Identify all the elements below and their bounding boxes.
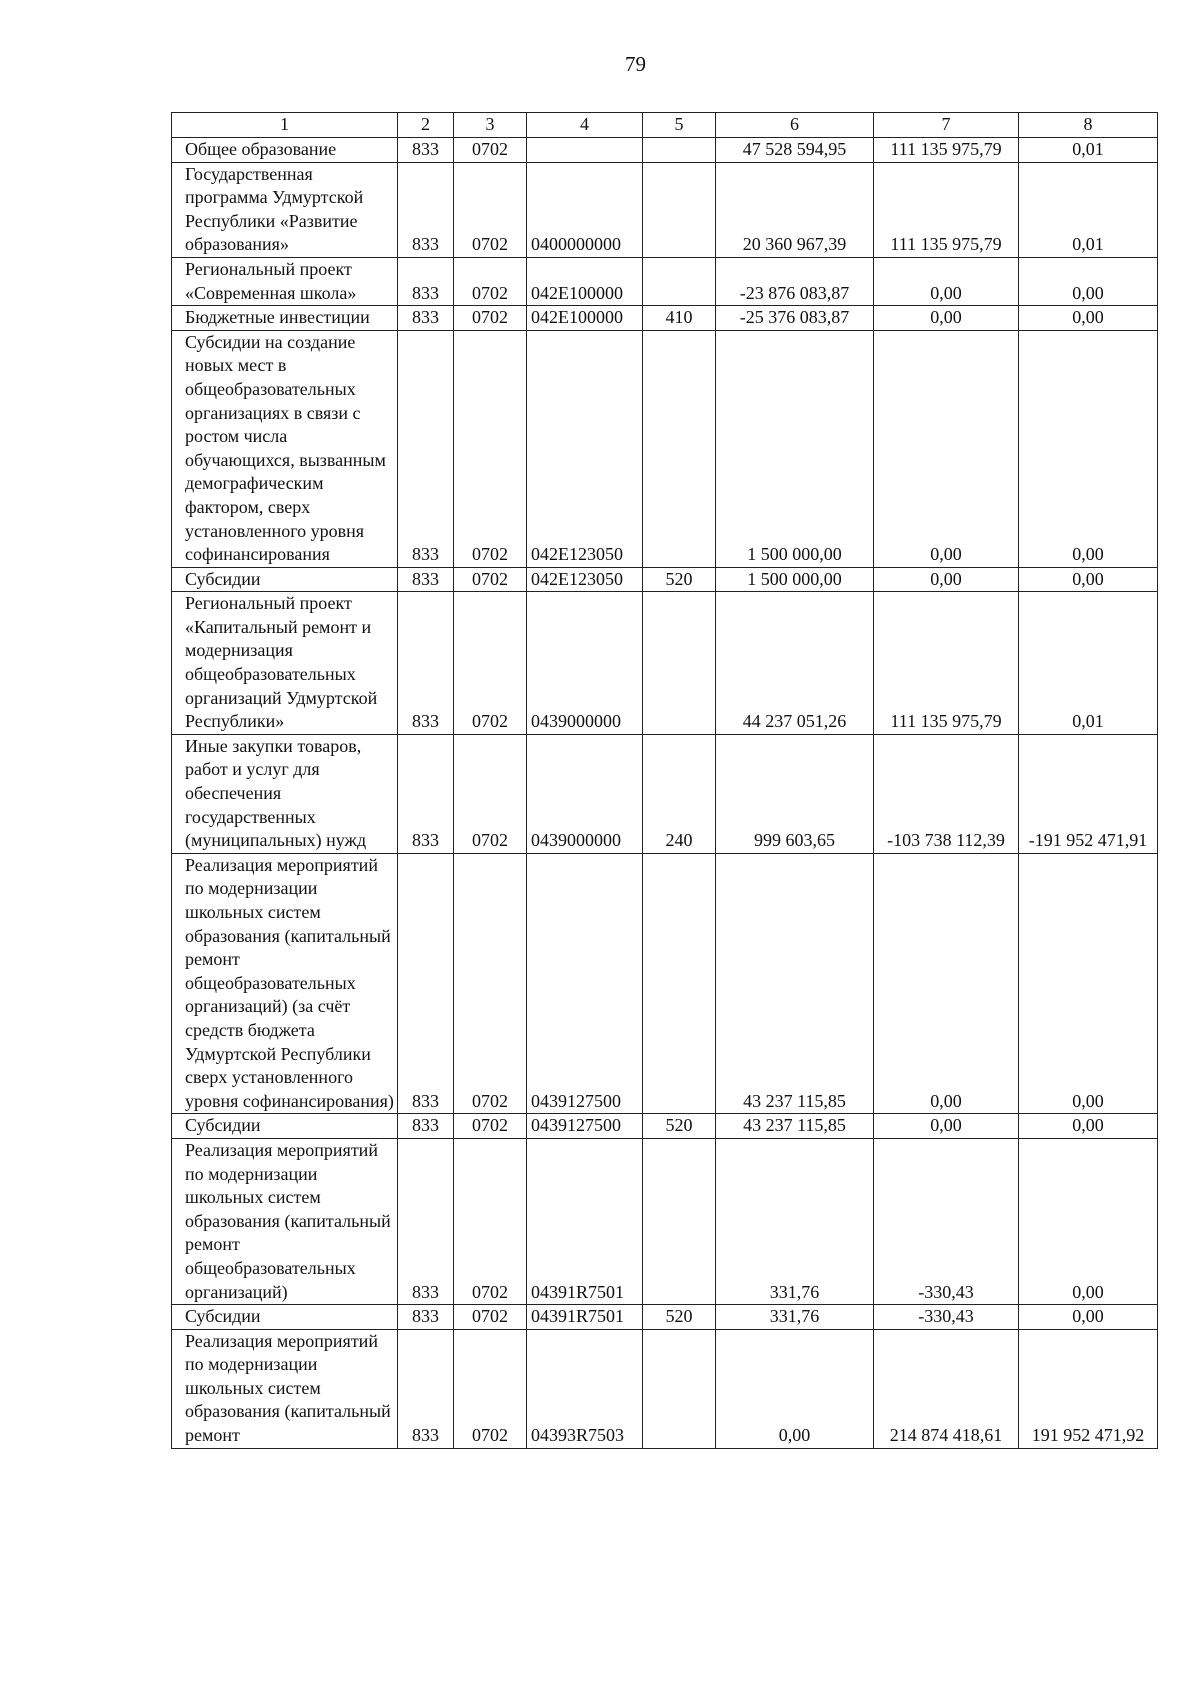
- row-amount-6: 43 237 115,85: [716, 853, 874, 1114]
- row-ministry-code: 833: [398, 1138, 454, 1304]
- row-expense-type: 520: [643, 1305, 716, 1330]
- row-amount-6: 1 500 000,00: [716, 330, 874, 567]
- row-expense-type: 410: [643, 306, 716, 331]
- row-expense-type: 520: [643, 567, 716, 592]
- row-ministry-code: 833: [398, 1329, 454, 1448]
- row-amount-6: 1 500 000,00: [716, 567, 874, 592]
- table-row: [172, 592, 1158, 735]
- row-amount-7: 0,00: [874, 1114, 1019, 1139]
- row-expense-type: [643, 162, 716, 257]
- row-ministry-code: 833: [398, 853, 454, 1114]
- row-expense-type: [643, 257, 716, 305]
- row-section-code: 0702: [454, 257, 527, 305]
- row-name: Государственная программа Удмуртской Республики «Развитие образования»: [172, 162, 398, 257]
- row-amount-8: 0,01: [1019, 592, 1158, 735]
- row-name: Субсидии: [172, 1305, 398, 1330]
- row-name: Реализация мероприятий по модернизации школьных систем образования (капитальный ремонт общеобразовательных организаций): [172, 1138, 398, 1304]
- row-amount-7: -103 738 112,39: [874, 734, 1019, 853]
- row-amount-7: 0,00: [874, 330, 1019, 567]
- row-section-code: 0702: [454, 1305, 527, 1330]
- row-section-code: 0702: [454, 734, 527, 853]
- table-row: [172, 162, 1158, 257]
- row-amount-6: 999 603,65: [716, 734, 874, 853]
- row-section-code: 0702: [454, 592, 527, 735]
- row-expense-type: [643, 138, 716, 163]
- header-col-2: 2: [398, 113, 454, 138]
- row-amount-7: -330,43: [874, 1305, 1019, 1330]
- row-target-code: 0400000000: [527, 162, 643, 257]
- row-amount-6: 44 237 051,26: [716, 592, 874, 735]
- row-amount-7: 0,00: [874, 853, 1019, 1114]
- row-expense-type: [643, 853, 716, 1114]
- row-name: Субсидии: [172, 1114, 398, 1139]
- row-name: Реализация мероприятий по модернизации школьных систем образования (капитальный ремонт общеобразовательных организаций) (за счёт средств бюджета Удмуртской Республики сверх установленного уровня софинансирования): [172, 853, 398, 1114]
- row-target-code: 04391R7501: [527, 1305, 643, 1330]
- table-row: [172, 1114, 1158, 1139]
- row-amount-8: 0,00: [1019, 1305, 1158, 1330]
- row-amount-6: 331,76: [716, 1305, 874, 1330]
- row-target-code: 0439127500: [527, 1114, 643, 1139]
- row-target-code: [527, 138, 643, 163]
- row-expense-type: 240: [643, 734, 716, 853]
- page-number: 79: [625, 52, 646, 76]
- table-row: [172, 330, 1158, 567]
- row-name: Региональный проект «Современная школа»: [172, 257, 398, 305]
- row-section-code: 0702: [454, 1138, 527, 1304]
- table-row: [172, 1138, 1158, 1304]
- row-amount-8: 0,00: [1019, 306, 1158, 331]
- row-name: Субсидии: [172, 567, 398, 592]
- row-expense-type: [643, 1329, 716, 1448]
- row-name: Субсидии на создание новых мест в общеобразовательных организациях в связи с ростом числа обучающихся, вызванным демографическим фактором, сверх установленного уровня софинансирования: [172, 330, 398, 567]
- table-row: [172, 257, 1158, 305]
- row-name: Региональный проект «Капитальный ремонт и модернизация общеобразовательных организаций Удмуртской Республики»: [172, 592, 398, 735]
- row-amount-6: 0,00: [716, 1329, 874, 1448]
- header-col-1: 1: [172, 113, 398, 138]
- row-section-code: 0702: [454, 853, 527, 1114]
- row-amount-8: 0,00: [1019, 1114, 1158, 1139]
- row-expense-type: [643, 1138, 716, 1304]
- row-section-code: 0702: [454, 162, 527, 257]
- header-row: [172, 113, 1158, 138]
- row-ministry-code: 833: [398, 162, 454, 257]
- table-row: [172, 1329, 1158, 1448]
- table-row: [172, 853, 1158, 1114]
- row-amount-8: 0,00: [1019, 853, 1158, 1114]
- table-row: [172, 1305, 1158, 1330]
- row-amount-6: 43 237 115,85: [716, 1114, 874, 1139]
- row-amount-6: 20 360 967,39: [716, 162, 874, 257]
- row-ministry-code: 833: [398, 257, 454, 305]
- row-amount-8: -191 952 471,91: [1019, 734, 1158, 853]
- row-ministry-code: 833: [398, 138, 454, 163]
- row-ministry-code: 833: [398, 1305, 454, 1330]
- row-name: Общее образование: [172, 138, 398, 163]
- table-row: [172, 567, 1158, 592]
- row-target-code: 042E100000: [527, 306, 643, 331]
- row-amount-7: -330,43: [874, 1138, 1019, 1304]
- header-col-8: 8: [1019, 113, 1158, 138]
- row-ministry-code: 833: [398, 306, 454, 331]
- budget-table: [171, 112, 1158, 1449]
- row-amount-8: 0,00: [1019, 330, 1158, 567]
- row-target-code: 0439000000: [527, 592, 643, 735]
- row-amount-7: 0,00: [874, 567, 1019, 592]
- row-target-code: 04391R7501: [527, 1138, 643, 1304]
- row-amount-8: 0,00: [1019, 257, 1158, 305]
- header-col-6: 6: [716, 113, 874, 138]
- row-ministry-code: 833: [398, 1114, 454, 1139]
- row-amount-7: 111 135 975,79: [874, 138, 1019, 163]
- row-ministry-code: 833: [398, 567, 454, 592]
- row-section-code: 0702: [454, 567, 527, 592]
- row-amount-8: 0,00: [1019, 567, 1158, 592]
- header-col-5: 5: [643, 113, 716, 138]
- table-row: [172, 306, 1158, 331]
- table-row: [172, 138, 1158, 163]
- row-amount-7: 214 874 418,61: [874, 1329, 1019, 1448]
- row-ministry-code: 833: [398, 734, 454, 853]
- row-target-code: 04393R7503: [527, 1329, 643, 1448]
- row-target-code: 0439000000: [527, 734, 643, 853]
- row-target-code: 042E123050: [527, 330, 643, 567]
- row-amount-7: 0,00: [874, 306, 1019, 331]
- row-ministry-code: 833: [398, 330, 454, 567]
- header-col-3: 3: [454, 113, 527, 138]
- row-amount-6: -25 376 083,87: [716, 306, 874, 331]
- header-col-4: 4: [527, 113, 643, 138]
- row-amount-6: -23 876 083,87: [716, 257, 874, 305]
- row-name: Бюджетные инвестиции: [172, 306, 398, 331]
- row-section-code: 0702: [454, 1329, 527, 1448]
- row-name: Реализация мероприятий по модернизации школьных систем образования (капитальный ремонт: [172, 1329, 398, 1448]
- header-col-7: 7: [874, 113, 1019, 138]
- row-amount-8: 191 952 471,92: [1019, 1329, 1158, 1448]
- row-amount-7: 0,00: [874, 257, 1019, 305]
- row-amount-7: 111 135 975,79: [874, 162, 1019, 257]
- row-target-code: 042E100000: [527, 257, 643, 305]
- row-section-code: 0702: [454, 1114, 527, 1139]
- row-expense-type: 520: [643, 1114, 716, 1139]
- row-amount-8: 0,01: [1019, 138, 1158, 163]
- table-row: [172, 734, 1158, 853]
- row-expense-type: [643, 592, 716, 735]
- row-ministry-code: 833: [398, 592, 454, 735]
- row-target-code: 0439127500: [527, 853, 643, 1114]
- row-amount-7: 111 135 975,79: [874, 592, 1019, 735]
- row-amount-8: 0,01: [1019, 162, 1158, 257]
- row-section-code: 0702: [454, 330, 527, 567]
- row-target-code: 042E123050: [527, 567, 643, 592]
- row-section-code: 0702: [454, 138, 527, 163]
- row-expense-type: [643, 330, 716, 567]
- row-amount-8: 0,00: [1019, 1138, 1158, 1304]
- row-section-code: 0702: [454, 306, 527, 331]
- row-name: Иные закупки товаров, работ и услуг для обеспечения государственных (муниципальных) нужд: [172, 734, 398, 853]
- row-amount-6: 47 528 594,95: [716, 138, 874, 163]
- row-amount-6: 331,76: [716, 1138, 874, 1304]
